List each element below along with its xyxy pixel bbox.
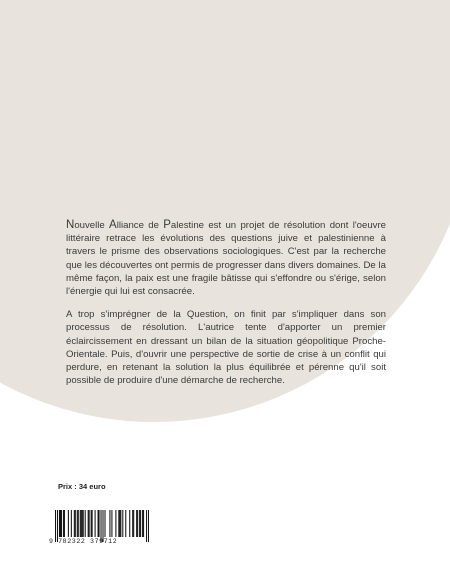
barcode-bar	[74, 510, 75, 537]
barcode-bar	[83, 510, 84, 537]
barcode-bar	[82, 510, 83, 537]
barcode-bar	[78, 510, 79, 537]
barcode-bar	[120, 510, 121, 537]
barcode-bar	[139, 510, 140, 537]
barcode-bar	[125, 510, 126, 537]
blurb-paragraph-1-text: est un projet de résolution dont l'oeuvre littéraire retrace les évolutions des questions juive et palestinienne à travers le prisme des observations sociologiques. C'est par la recherche que les découvertes ont permis de progresser dans divers domaines. De la même façon, la paix est une fragile bâtisse qui s'effondre ou s'érige, selon l'énergie qui lui est consacrée.	[66, 220, 386, 298]
title-word: alestine	[170, 220, 204, 231]
back-cover-blurb	[66, 219, 386, 397]
barcode-bar	[119, 510, 120, 537]
barcode-bar	[75, 510, 76, 537]
barcode-bar	[92, 510, 93, 537]
barcode-bar	[118, 510, 119, 537]
barcode-bar	[89, 510, 90, 537]
barcode-bar	[143, 510, 144, 537]
blurb-paragraph-2: A trop s'imprégner de la Question, on finit par s'impliquer dans son processus de résolution. L'autrice tente d'apporter un premier éclaircissement en dressant un bilan de la situation géopolitique Proche- Orientale. Puis, d'ouvrir une perspective de sortie de crise à un conflit qui perdure, en retenant la solution la plus équilibrée et pérenne qu'il soit possible de produire d'une démarche de recherche.	[66, 309, 386, 387]
barcode-bar	[115, 510, 116, 537]
barcode-bar	[109, 510, 110, 537]
blurb-paragraph-1	[66, 219, 386, 298]
barcode-bar	[122, 510, 123, 537]
barcode-bar	[136, 510, 137, 537]
barcode-digits: 9 782322 379712	[49, 538, 118, 545]
barcode-bar	[85, 510, 86, 537]
barcode-bar	[63, 510, 64, 537]
barcode-bar	[64, 510, 65, 537]
barcode-bar	[129, 510, 130, 537]
barcode-bar	[71, 510, 72, 537]
barcode-bar	[80, 510, 81, 537]
barcode-bar	[99, 510, 100, 537]
barcode-bar	[104, 510, 105, 537]
barcode-guard-bar	[146, 510, 147, 542]
price-label: Prix : 34 euro	[58, 482, 106, 491]
barcode-bar	[140, 510, 141, 537]
barcode-guard-bar	[148, 510, 149, 542]
barcode-bar	[91, 510, 92, 537]
barcode-bar	[142, 510, 143, 537]
title-word: lliance de	[116, 220, 164, 231]
barcode-bar	[68, 510, 69, 537]
barcode-bar	[133, 510, 134, 537]
barcode-bar	[77, 510, 78, 537]
barcode-bar	[60, 510, 61, 537]
barcode-bar	[61, 510, 62, 537]
drop-letter: A	[109, 219, 117, 231]
barcode-bar	[98, 510, 99, 537]
barcode-bar	[81, 510, 82, 537]
barcode-bar	[137, 510, 138, 537]
drop-letter: P	[163, 219, 171, 231]
barcode-bar	[132, 510, 133, 537]
barcode-bar	[111, 510, 112, 537]
barcode-bar	[88, 510, 89, 537]
barcode-bar	[59, 510, 60, 537]
title-word: ouvelle	[74, 220, 110, 231]
barcode-bar	[95, 510, 96, 537]
drop-letter: N	[66, 219, 75, 231]
